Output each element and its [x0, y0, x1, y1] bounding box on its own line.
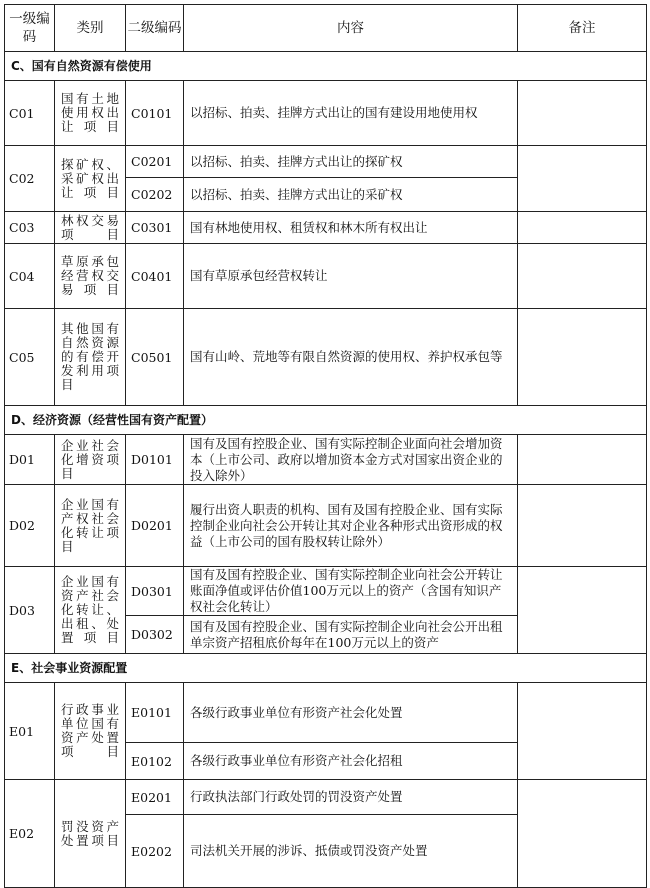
code1-cell: D02: [5, 485, 55, 567]
content-cell: 司法机关开展的涉诉、抵债或罚没资产处置: [184, 815, 518, 888]
category-cell: 林权交易项目: [55, 212, 126, 244]
code1-cell: C05: [5, 309, 55, 406]
content-cell: 各级行政事业单位有形资产社会化处置: [184, 683, 518, 743]
category-cell: 企业社会化增资项目: [55, 435, 126, 485]
remark-cell: [518, 309, 647, 406]
section-row: [5, 654, 647, 683]
remark-cell: [518, 780, 647, 888]
content-cell: 以招标、拍卖、挂牌方式出让的探矿权: [184, 146, 518, 178]
content-cell: 以招标、拍卖、挂牌方式出让的国有建设用地使用权: [184, 81, 518, 146]
remark-cell: [518, 485, 647, 567]
table-row: [5, 683, 647, 743]
code2-cell: C0401: [126, 244, 184, 309]
remark-cell: [518, 212, 647, 244]
content-cell: 国有及国有控股企业、国有实际控制企业面向社会增加资本（上市公司、政府以增加资本金方式对国家出资企业的投入除外）: [184, 435, 518, 485]
code2-cell: E0201: [126, 780, 184, 815]
code2-cell: C0101: [126, 81, 184, 146]
category-cell: 行政事业单位国有资产处置项目: [55, 683, 126, 780]
code1-cell: C04: [5, 244, 55, 309]
content-cell: 以招标、拍卖、挂牌方式出让的采矿权: [184, 178, 518, 212]
table-row: [5, 309, 647, 406]
section-row: [5, 52, 647, 81]
code2-cell: E0102: [126, 743, 184, 780]
section-title: E、社会事业资源配置: [5, 654, 647, 683]
category-cell: 企业国有产权社会化转让项目: [55, 485, 126, 567]
code2-cell: D0201: [126, 485, 184, 567]
remark-cell: [518, 435, 647, 485]
content-cell: 国有山岭、荒地等有限自然资源的使用权、养护权承包等: [184, 309, 518, 406]
table-row: [5, 435, 647, 485]
table-row: [5, 81, 647, 146]
table-row: [5, 485, 647, 567]
content-cell: 国有草原承包经营权转让: [184, 244, 518, 309]
table-row: [5, 244, 647, 309]
content-cell: 履行出资人职责的机构、国有及国有控股企业、国有实际控制企业向社会公开转让其对企业各种形式出资形成的权益（上市公司的国有股权转让除外）: [184, 485, 518, 567]
remark-cell: [518, 683, 647, 780]
table-row: [5, 780, 647, 815]
content-cell: 行政执法部门行政处罚的罚没资产处置: [184, 780, 518, 815]
remark-cell: [518, 567, 647, 654]
code2-cell: D0301: [126, 567, 184, 616]
code2-cell: C0301: [126, 212, 184, 244]
content-cell: 国有及国有控股企业、国有实际控制企业向社会公开转让账面净值或评估价值100万元以上的资产（含国有知识产权社会化转让）: [184, 567, 518, 616]
header-category: 类别: [55, 5, 126, 52]
section-title: D、经济资源（经营性国有资产配置）: [5, 406, 647, 435]
code1-cell: E01: [5, 683, 55, 780]
remark-cell: [518, 81, 647, 146]
code2-cell: C0202: [126, 178, 184, 212]
content-cell: 国有林地使用权、租赁权和林木所有权出让: [184, 212, 518, 244]
category-cell: 其他国有自然资源的有偿开发利用项目: [55, 309, 126, 406]
header-row: [5, 5, 647, 52]
category-cell: 国有土地使用权出让项目: [55, 81, 126, 146]
code1-cell: D01: [5, 435, 55, 485]
code2-cell: E0202: [126, 815, 184, 888]
code2-cell: E0101: [126, 683, 184, 743]
code2-cell: C0501: [126, 309, 184, 406]
table-row: [5, 146, 647, 178]
category-cell: 草原承包经营权交易项目: [55, 244, 126, 309]
section-title: C、国有自然资源有偿使用: [5, 52, 647, 81]
code1-cell: E02: [5, 780, 55, 888]
header-code2: 二级编码: [126, 5, 184, 52]
category-cell: 企业国有资产社会化转让、出租、处置项目: [55, 567, 126, 654]
category-cell: 探矿权、采矿权出让项目: [55, 146, 126, 212]
category-cell: 罚没资产处置项目: [55, 780, 126, 888]
code1-cell: C03: [5, 212, 55, 244]
table-row: [5, 212, 647, 244]
code1-cell: D03: [5, 567, 55, 654]
code1-cell: C01: [5, 81, 55, 146]
code2-cell: C0201: [126, 146, 184, 178]
header-content: 内容: [184, 5, 518, 52]
code2-cell: D0101: [126, 435, 184, 485]
code1-cell: C02: [5, 146, 55, 212]
resource-table: [4, 4, 647, 888]
remark-cell: [518, 146, 647, 212]
code2-cell: D0302: [126, 616, 184, 654]
header-code1: 一级编码: [5, 5, 55, 52]
header-remark: 备注: [518, 5, 647, 52]
table-row: [5, 567, 647, 616]
section-row: [5, 406, 647, 435]
content-cell: 各级行政事业单位有形资产社会化招租: [184, 743, 518, 780]
remark-cell: [518, 244, 647, 309]
content-cell: 国有及国有控股企业、国有实际控制企业向社会公开出租单宗资产招租底价每年在100万元以上的资产: [184, 616, 518, 654]
